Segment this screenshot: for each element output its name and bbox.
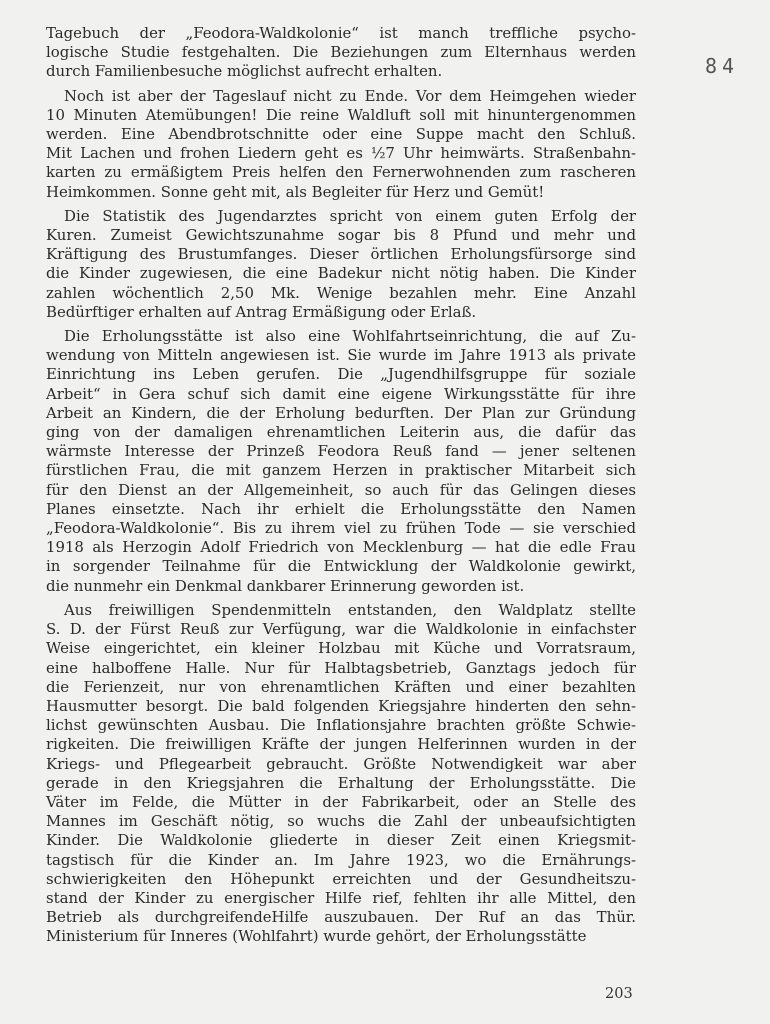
text-line: 10 Minuten Atemübungen! Die reine Waldluft soll mit hinuntergenommen <box>46 105 636 124</box>
text-line: Tagebuch der „Feodora-Waldkolonie“ ist manch treffliche psycho- <box>46 24 636 42</box>
text-line: werden. Eine Abendbrotschnitte oder eine Suppe macht den Schluß. <box>46 125 636 144</box>
text-line: wendung von Mitteln angewiesen ist. Sie wurde im Jahre 1913 als private <box>46 346 636 365</box>
text-line: Mannes im Geschäft nötig, so wuchs die Zahl der unbeaufsichtigten <box>46 812 636 831</box>
text-line: Väter im Felde, die Mütter in der Fabrikarbeit, oder an Stelle des <box>46 792 636 811</box>
text-line: für den Dienst an der Allgemeinheit, so auch für das Gelingen dieses <box>46 480 636 499</box>
text-line: Arbeit an Kindern, die der Erholung bedurften. Der Plan zur Gründung <box>46 403 636 422</box>
text-line: durch Familienbesuche möglichst aufrecht erhalten. <box>46 62 443 81</box>
paragraph <box>46 601 636 947</box>
text-line: die nunmehr ein Denkmal dankbarer Erinnerung geworden ist. <box>46 576 525 595</box>
text-line: Aus freiwilligen Spendenmitteln entstanden, den Waldplatz stellte <box>64 600 636 619</box>
text-line: schwierigkeiten den Höhepunkt erreichten und der Gesundheitszu- <box>46 869 636 888</box>
paragraph <box>46 24 636 82</box>
text-line: karten zu ermäßigtem Preis helfen den Fernerwohnenden zum rascheren <box>46 163 636 182</box>
text-line: Kuren. Zumeist Gewichtszunahme sogar bis 8 Pfund und mehr und <box>46 226 636 245</box>
text-line: 1918 als Herzogin Adolf Friedrich von Mecklenburg — hat die edle Frau <box>46 538 636 557</box>
text-line: eine halboffene Halle. Nur für Halbtagsbetrieb, Ganztags jedoch für <box>46 658 636 677</box>
text-line: Hausmutter besorgt. Die bald folgenden Kriegsjahre hinderten den sehn- <box>46 696 636 715</box>
text-line: gerade in den Kriegsjahren die Erhaltung der Erholungsstätte. Die <box>46 773 636 792</box>
body-text <box>46 24 636 952</box>
text-line: Kinder. Die Waldkolonie gliederte in dieser Zeit einen Kriegsmit- <box>46 831 636 850</box>
text-line: fürstlichen Frau, die mit ganzem Herzen in praktischer Mitarbeit sich <box>46 461 636 480</box>
text-line: logische Studie festgehalten. Die Beziehungen zum Elternhaus werden <box>46 43 636 62</box>
text-line: „Feodora-Waldkolonie“. Bis zu ihrem viel zu frühen Tode — sie verschied <box>46 519 636 538</box>
text-line: Betrieb als durchgreifendeHilfe auszubauen. Der Ruf an das Thür. <box>46 908 636 927</box>
paragraph <box>46 207 636 322</box>
text-line: Die Erholungsstätte ist also eine Wohlfahrtseinrichtung, die auf Zu- <box>64 327 636 346</box>
text-line: Kriegs- und Pflegearbeit gebraucht. Größte Notwendigkeit war aber <box>46 754 636 773</box>
text-line: Einrichtung ins Leben gerufen. Die „Jugendhilfsgruppe für soziale <box>46 365 636 384</box>
page-number: 203 <box>605 986 633 1002</box>
text-line: zahlen wöchentlich 2,50 Mk. Wenige bezahlen mehr. Eine Anzahl <box>46 283 636 302</box>
text-line: S. D. der Fürst Reuß zur Verfügung, war die Waldkolonie in einfachster <box>46 620 636 639</box>
text-line: Bedürftiger erhalten auf Antrag Ermäßigung oder Erlaß. <box>46 302 477 321</box>
text-line: Noch ist aber der Tageslauf nicht zu Ende. Vor dem Heimgehen wieder <box>64 86 636 105</box>
text-line: ging von der damaligen ehrenamtlichen Leiterin aus, die dafür das <box>46 423 636 442</box>
text-line: Mit Lachen und frohen Liedern geht es ½7 Uhr heimwärts. Straßenbahn- <box>46 144 636 163</box>
text-line: die Ferienzeit, nur von ehrenamtlichen Kräften und einer bezahlten <box>46 677 636 696</box>
paragraph <box>46 87 636 202</box>
text-line: die Kinder zugewiesen, die eine Badekur nicht nötig haben. Die Kinder <box>46 264 636 283</box>
text-line: in sorgender Teilnahme für die Entwicklung der Waldkolonie gewirkt, <box>46 557 636 576</box>
text-line: Weise eingerichtet, ein kleiner Holzbau mit Küche und Vorratsraum, <box>46 639 636 658</box>
text-line: rigkeiten. Die freiwilligen Kräfte der jungen Helferinnen wurden in der <box>46 735 636 754</box>
text-line: lichst gewünschten Ausbau. Die Inflationsjahre brachten größte Schwie- <box>46 716 636 735</box>
marginal-page-number: 84 <box>705 54 740 78</box>
text-line: stand der Kinder zu energischer Hilfe rief, fehlten ihr alle Mittel, den <box>46 888 636 907</box>
text-line: Planes einsetzte. Nach ihr erhielt die Erholungsstätte den Namen <box>46 499 636 518</box>
paragraph <box>46 327 636 596</box>
text-line: Ministerium für Inneres (Wohlfahrt) wurde gehört, der Erholungsstätte <box>46 927 587 946</box>
text-line: Arbeit“ in Gera schuf sich damit eine eigene Wirkungsstätte für ihre <box>46 384 636 403</box>
text-line: wärmste Interesse der Prinzeß Feodora Reuß fand — jener seltenen <box>46 442 636 461</box>
text-line: Kräftigung des Brustumfanges. Dieser örtlichen Erholungsfürsorge sind <box>46 245 636 264</box>
text-line: Heimkommen. Sonne geht mit, als Begleiter für Herz und Gemüt! <box>46 182 545 201</box>
text-line: Die Statistik des Jugendarztes spricht von einem guten Erfolg der <box>64 206 636 225</box>
text-line: tagstisch für die Kinder an. Im Jahre 1923, wo die Ernährungs- <box>46 850 636 869</box>
